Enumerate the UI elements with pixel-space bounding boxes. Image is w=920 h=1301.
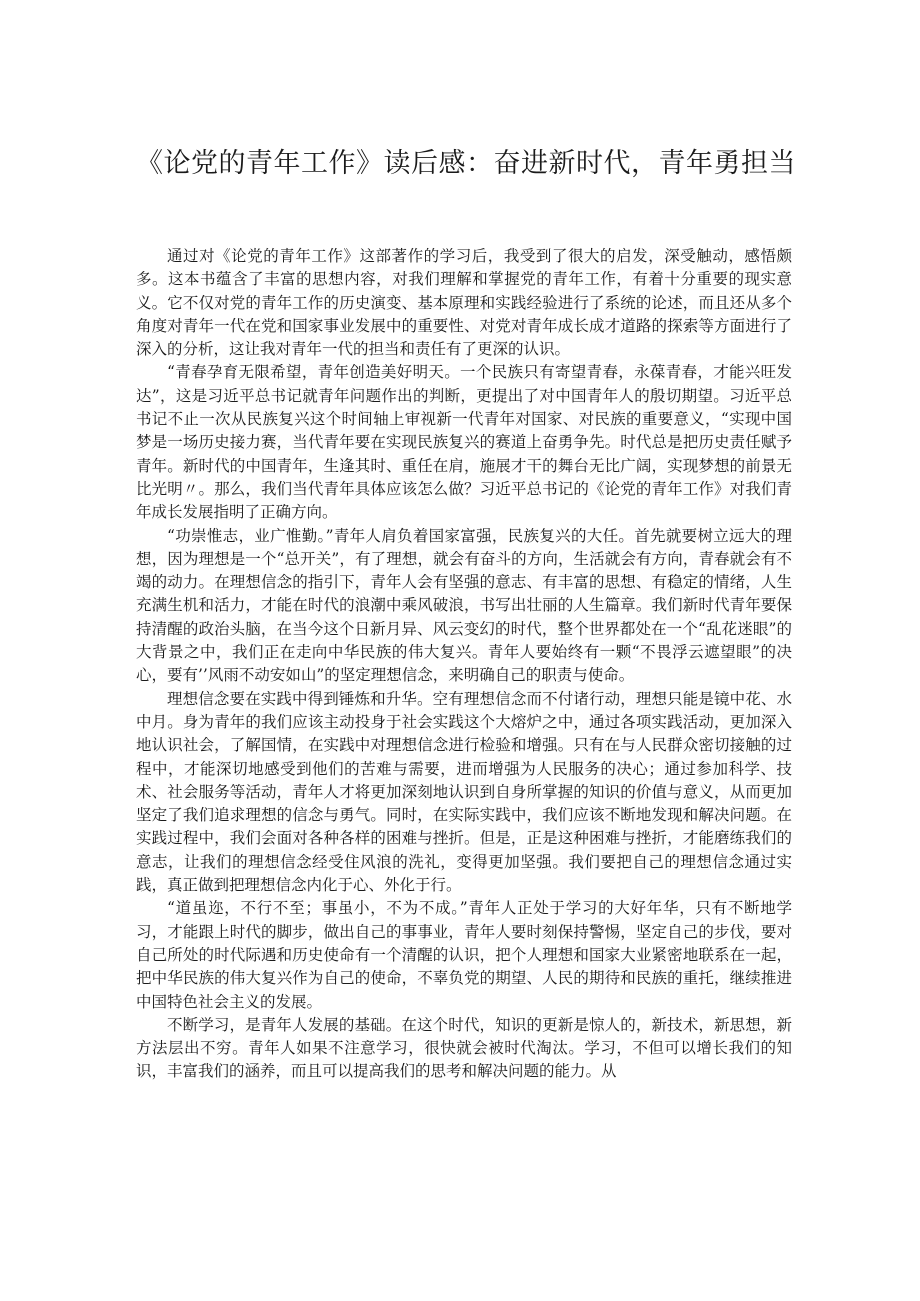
paragraph-1: 通过对《论党的青年工作》这部著作的学习后，我受到了很大的启发，深受触动，感悟颇多。这本书蕴含了丰富的思想内容，对我们理解和掌握党的青年工作，有着十分重要的现实意义。它不仅对党的青年工作的历史演变、基本原理和实践经验进行了系统的论述，而且还从多个角度对青年一代在党和国家事业发展中的重要性、对党对青年成长成才道路的探索等方面进行了深入的分析，这让我对青年一代的担当和责任有了更深的认识。 (136, 247, 792, 359)
paragraph-2: “青春孕育无限希望，青年创造美好明天。一个民族只有寄望青春，永葆青春，才能兴旺发达”，这是习近平总书记就青年问题作出的判断，更提出了对中国青年人的殷切期望。习近平总书记不止一次从民族复兴这个时间轴上审视新一代青年对国家、对民族的重要意义，“实现中国梦是一场历史接力赛，当代青年要在实现民族复兴的赛道上奋勇争先。时代总是把历史责任赋予青年。新时代的中国青年，生逢其时、重任在肩，施展才干的舞台无比广阔，实现梦想的前景无比光明〃。那么，我们当代青年具体应该怎么做？习近平总书记的《论党的青年工作》对我们青年成长发展指明了正确方向。 (136, 363, 792, 522)
paragraph-4: 理想信念要在实践中得到锤炼和升华。空有理想信念而不付诸行动，理想只能是镜中花、水中月。身为青年的我们应该主动投身于社会实践这个大熔炉之中，通过各项实践活动，更加深入地认识社会，了解国情，在实践中对理想信念进行检验和增强。只有在与人民群众密切接触的过程中，才能深切地感受到他们的苦难与需要，进而增强为人民服务的决心；通过参加科学、技术、社会服务等活动，青年人才将更加深刻地认识到自身所掌握的知识的价值与意义，从而更加坚定了我们追求理想的信念与勇气。同时，在实际实践中，我们应该不断地发现和解决问题。在实践过程中，我们会面对各种各样的困难与挫折。但是，正是这种困难与挫折，才能磨练我们的意志，让我们的理想信念经受住风浪的洗礼，变得更加坚强。我们要把自己的理想信念通过实践，真正做到把理想信念内化于心、外化于行。 (136, 689, 792, 895)
document-body (136, 245, 792, 1084)
paragraph-6: 不断学习，是青年人发展的基础。在这个时代，知识的更新是惊人的，新技术，新思想，新方法层出不穷。青年人如果不注意学习，很快就会被时代淘汰。学习，不但可以增长我们的知识，丰富我们的涵养，而且可以提高我们的思考和解决问题的能力。从 (136, 1015, 792, 1081)
paragraph-3: “功崇惟志，业广惟勤。”青年人肩负着国家富强，民族复兴的大任。首先就要树立远大的理想，因为理想是一个“总开关”，有了理想，就会有奋斗的方向，生活就会有方向，青春就会有不竭的动力。在理想信念的指引下，青年人会有坚强的意志、有丰富的思想、有稳定的情绪，人生充满生机和活力，才能在时代的浪潮中乘风破浪，书写出壮丽的人生篇章。我们新时代青年要保持清醒的政治头脑，在当今这个日新月异、风云变幻的时代，整个世界都处在一个“乱花迷眼”的大背景之中，我们正在走向中华民族的伟大复兴。青年人要始终有一颗“不畏浮云遮望眼”的决心，要有’’风雨不动安如山”的坚定理想信念，来明确自己的职责与使命。 (136, 526, 792, 685)
paragraph-5: “道虽迩，不行不至；事虽小，不为不成。”青年人正处于学习的大好年华，只有不断地学习，才能跟上时代的脚步，做出自己的事事业，青年人要时刻保持警惕，坚定自己的步伐，要对自己所处的时代际遇和历史使命有一个清醒的认识，把个人理想和国家大业紧密地联系在一起，把中华民族的伟大复兴作为自己的使命，不辜负党的期望、人民的期待和民族的重托，继续推进中国特色社会主义的发展。 (136, 899, 792, 1011)
document-title: 《论党的青年工作》读后感：奋进新时代，青年勇担当 (136, 148, 796, 179)
